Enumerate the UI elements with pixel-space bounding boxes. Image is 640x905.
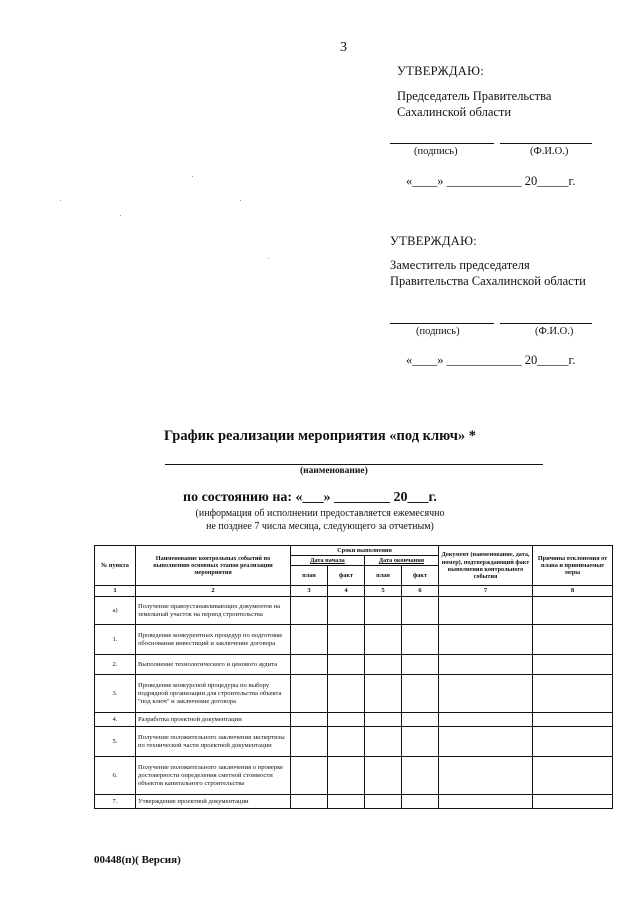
name-caption: (Ф.И.О.) bbox=[535, 326, 574, 337]
cell-start-fact bbox=[328, 713, 365, 727]
index-cell: 7 bbox=[439, 586, 533, 597]
signature-line bbox=[390, 143, 494, 144]
document-footer-code: 00448(п)( Версия) bbox=[94, 854, 181, 866]
cell-start-fact bbox=[328, 757, 365, 795]
table-row bbox=[95, 727, 613, 757]
cell-document bbox=[439, 757, 533, 795]
scan-speck bbox=[120, 215, 121, 216]
table-row bbox=[95, 795, 613, 809]
approval-position-line1: Заместитель председателя bbox=[390, 258, 530, 272]
name-underline bbox=[165, 464, 543, 465]
row-number: 2. bbox=[95, 655, 136, 675]
info-note bbox=[0, 507, 640, 533]
row-event-name: Утверждение проектной документации bbox=[136, 795, 291, 809]
header-plan: план bbox=[365, 566, 402, 586]
header-start-date: Дата начала bbox=[291, 556, 365, 566]
approval-block-chairman bbox=[397, 63, 627, 120]
cell-start-fact bbox=[328, 625, 365, 655]
index-cell: 6 bbox=[402, 586, 439, 597]
signature-caption: (подпись) bbox=[416, 326, 460, 337]
name-caption: (Ф.И.О.) bbox=[530, 146, 569, 157]
index-cell: 5 bbox=[365, 586, 402, 597]
cell-document bbox=[439, 795, 533, 809]
cell-start-plan bbox=[291, 757, 328, 795]
cell-start-plan bbox=[291, 675, 328, 713]
approval-position-line2: Сахалинской области bbox=[397, 105, 512, 119]
cell-document bbox=[439, 675, 533, 713]
scan-speck bbox=[60, 200, 61, 201]
cell-document bbox=[439, 655, 533, 675]
cell-reasons bbox=[533, 675, 613, 713]
header-plan: план bbox=[291, 566, 328, 586]
cell-start-plan bbox=[291, 655, 328, 675]
index-cell: 2 bbox=[136, 586, 291, 597]
row-event-name: Разработка проектной документации bbox=[136, 713, 291, 727]
cell-document bbox=[439, 727, 533, 757]
scan-speck bbox=[192, 176, 193, 177]
document-title: График реализации мероприятия «под ключ» * bbox=[163, 428, 477, 444]
index-cell: 8 bbox=[533, 586, 613, 597]
approval-position-line2: Правительства Сахалинской области bbox=[390, 274, 586, 288]
cell-end-plan bbox=[365, 625, 402, 655]
cell-start-plan bbox=[291, 795, 328, 809]
header-reasons: Причины отклонения от плана и принимаемые меры bbox=[533, 546, 613, 586]
cell-start-fact bbox=[328, 655, 365, 675]
cell-document bbox=[439, 713, 533, 727]
row-number: а) bbox=[95, 597, 136, 625]
row-event-name: Проведение конкурсной процедуры по выбору подрядной организации для строительства объекта "под ключ" и заключение договора bbox=[136, 675, 291, 713]
info-note-line1: (информация об исполнении предоставляется ежемесячно bbox=[195, 508, 445, 519]
cell-end-plan bbox=[365, 675, 402, 713]
name-line bbox=[500, 323, 592, 324]
header-end-date: Дата окончания bbox=[365, 556, 439, 566]
cell-start-plan bbox=[291, 713, 328, 727]
status-date-line: по состоянию на: «___» ________ 20___г. bbox=[183, 490, 437, 505]
index-cell: 3 bbox=[291, 586, 328, 597]
cell-start-fact bbox=[328, 597, 365, 625]
cell-end-fact bbox=[402, 625, 439, 655]
cell-end-fact bbox=[402, 655, 439, 675]
approval-position-line1: Председатель Правительства bbox=[397, 89, 552, 103]
row-number: 7. bbox=[95, 795, 136, 809]
header-fact: факт bbox=[328, 566, 365, 586]
row-number: 4. bbox=[95, 713, 136, 727]
header-terms: Сроки выполнения bbox=[291, 546, 439, 556]
approval-date: «____» ____________ 20_____г. bbox=[406, 174, 576, 188]
cell-start-plan bbox=[291, 727, 328, 757]
cell-start-plan bbox=[291, 597, 328, 625]
row-event-name: Получение положительного заключения экспертизы по технической части проектной документации bbox=[136, 727, 291, 757]
cell-end-fact bbox=[402, 727, 439, 757]
cell-reasons bbox=[533, 597, 613, 625]
cell-end-fact bbox=[402, 597, 439, 625]
header-fact: факт bbox=[402, 566, 439, 586]
signature-line bbox=[390, 323, 494, 324]
scan-speck bbox=[268, 258, 269, 259]
row-number: 3. bbox=[95, 675, 136, 713]
row-number: 5. bbox=[95, 727, 136, 757]
scan-speck bbox=[240, 200, 241, 201]
row-event-name: Выполнение технологического и ценового аудита bbox=[136, 655, 291, 675]
cell-document bbox=[439, 597, 533, 625]
page-number: 3 bbox=[340, 40, 347, 55]
cell-reasons bbox=[533, 727, 613, 757]
row-event-name: Проведение конкурентных процедур по подготовке обоснования инвестиций и заключение договора bbox=[136, 625, 291, 655]
cell-end-fact bbox=[402, 757, 439, 795]
schedule-table bbox=[94, 545, 613, 809]
name-caption-label: (наименование) bbox=[300, 466, 368, 476]
cell-reasons bbox=[533, 713, 613, 727]
table-row bbox=[95, 675, 613, 713]
cell-reasons bbox=[533, 655, 613, 675]
cell-reasons bbox=[533, 795, 613, 809]
table-row bbox=[95, 713, 613, 727]
header-document: Документ (наименование, дата, номер), подтверждающий факт выполнения контрольного события bbox=[439, 546, 533, 586]
row-number: 6. bbox=[95, 757, 136, 795]
cell-start-plan bbox=[291, 625, 328, 655]
cell-end-fact bbox=[402, 713, 439, 727]
approval-heading: УТВЕРЖДАЮ: bbox=[397, 64, 485, 78]
signature-caption: (подпись) bbox=[414, 146, 458, 157]
cell-end-plan bbox=[365, 655, 402, 675]
approval-heading: УТВЕРЖДАЮ: bbox=[390, 234, 478, 248]
row-number: 1. bbox=[95, 625, 136, 655]
cell-end-fact bbox=[402, 675, 439, 713]
cell-end-plan bbox=[365, 713, 402, 727]
cell-end-plan bbox=[365, 757, 402, 795]
cell-start-fact bbox=[328, 795, 365, 809]
cell-reasons bbox=[533, 625, 613, 655]
table-row bbox=[95, 625, 613, 655]
cell-end-fact bbox=[402, 795, 439, 809]
info-note-line2: не позднее 7 числа месяца, следующего за отчетным) bbox=[206, 521, 434, 532]
cell-reasons bbox=[533, 757, 613, 795]
row-event-name: Получение положительного заключения о проверке достоверности определения сметной стоимости объектов капитального строительства bbox=[136, 757, 291, 795]
cell-end-plan bbox=[365, 727, 402, 757]
cell-end-plan bbox=[365, 597, 402, 625]
approval-block-deputy bbox=[390, 233, 630, 289]
index-cell: 1 bbox=[95, 586, 136, 597]
row-event-name: Получение правоустанавливающих документов на земельный участок на период строительства bbox=[136, 597, 291, 625]
index-cell: 4 bbox=[328, 586, 365, 597]
name-line bbox=[500, 143, 592, 144]
cell-document bbox=[439, 625, 533, 655]
header-item-number: № пункта bbox=[95, 546, 136, 586]
header-event-name: Наименование контрольных событий по выполнению основных этапов реализации мероприятия bbox=[136, 546, 291, 586]
cell-end-plan bbox=[365, 795, 402, 809]
table-row bbox=[95, 655, 613, 675]
cell-start-fact bbox=[328, 727, 365, 757]
approval-date: «____» ____________ 20_____г. bbox=[406, 353, 576, 367]
table-row bbox=[95, 597, 613, 625]
table-row bbox=[95, 757, 613, 795]
cell-start-fact bbox=[328, 675, 365, 713]
